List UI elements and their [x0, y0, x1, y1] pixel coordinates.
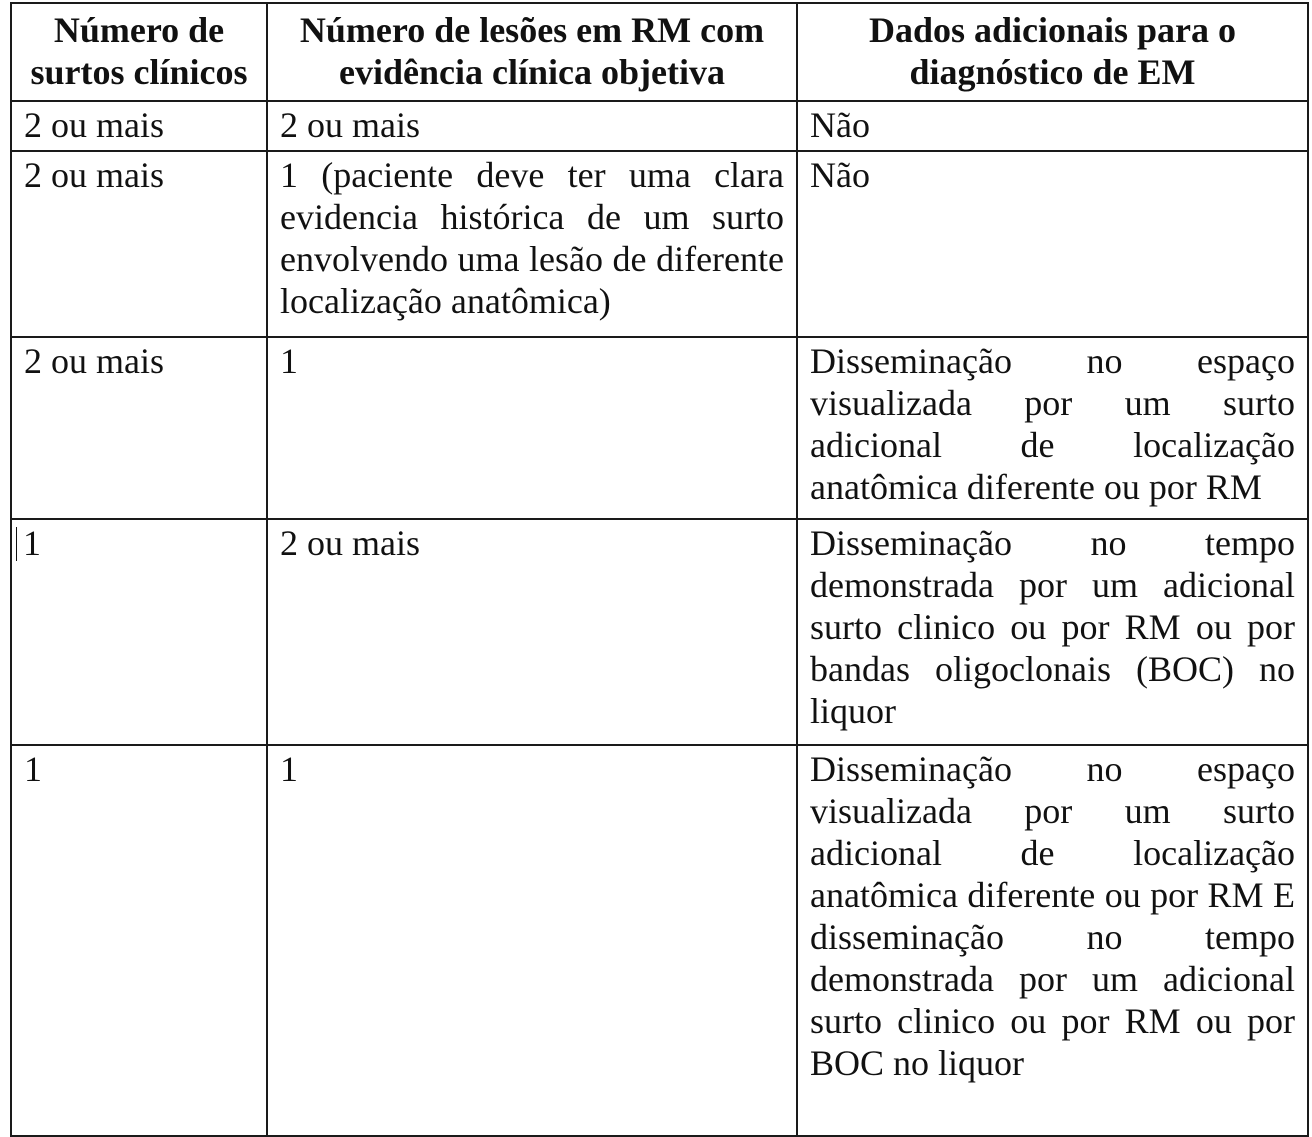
header-mri-lesions: Número de lesões em RM com evidência clínica objetiva	[267, 3, 797, 101]
table-row	[11, 101, 1308, 151]
cell-mri-lesions: 2 ou mais	[267, 101, 797, 151]
table-row	[11, 337, 1308, 519]
cell-clinical-attacks	[11, 519, 267, 745]
cell-additional-data: Disseminação no espaço visualizada por um surto adicional de localização anatômica diferente ou por RM E disseminação no tempo demonstrada por um adicional surto clinico ou por RM ou por BOC no liquor	[797, 745, 1308, 1136]
cell-additional-data: Não	[797, 101, 1308, 151]
cell-mri-lesions: 1 (paciente deve ter uma clara evidencia histórica de um surto envolvendo uma lesão de diferente localização anatômica)	[267, 151, 797, 337]
cell-clinical-attacks: 1	[11, 745, 267, 1136]
header-clinical-attacks: Número de surtos clínicos	[11, 3, 267, 101]
cell-clinical-attacks: 2 ou mais	[11, 151, 267, 337]
table-row	[11, 151, 1308, 337]
cell-additional-data: Disseminação no espaço visualizada por um surto adicional de localização anatômica diferente ou por RM	[797, 337, 1308, 519]
header-additional-data: Dados adicionais para o diagnóstico de EM	[797, 3, 1308, 101]
cell-additional-data: Disseminação no tempo demonstrada por um adicional surto clinico ou por RM ou por bandas oligoclonais (BOC) no liquor	[797, 519, 1308, 745]
cell-mri-lesions: 1	[267, 337, 797, 519]
ms-diagnosis-criteria-table	[10, 2, 1309, 1137]
table-row	[11, 519, 1308, 745]
cell-mri-lesions: 1	[267, 745, 797, 1136]
cell-clinical-attacks: 2 ou mais	[11, 337, 267, 519]
table-row	[11, 745, 1308, 1136]
table-header-row	[11, 3, 1308, 101]
cell-clinical-attacks: 2 ou mais	[11, 101, 267, 151]
text-cursor-mark	[16, 527, 17, 561]
cell-additional-data: Não	[797, 151, 1308, 337]
cell-mri-lesions: 2 ou mais	[267, 519, 797, 745]
cell-clinical-attacks-value: 1	[23, 523, 41, 563]
